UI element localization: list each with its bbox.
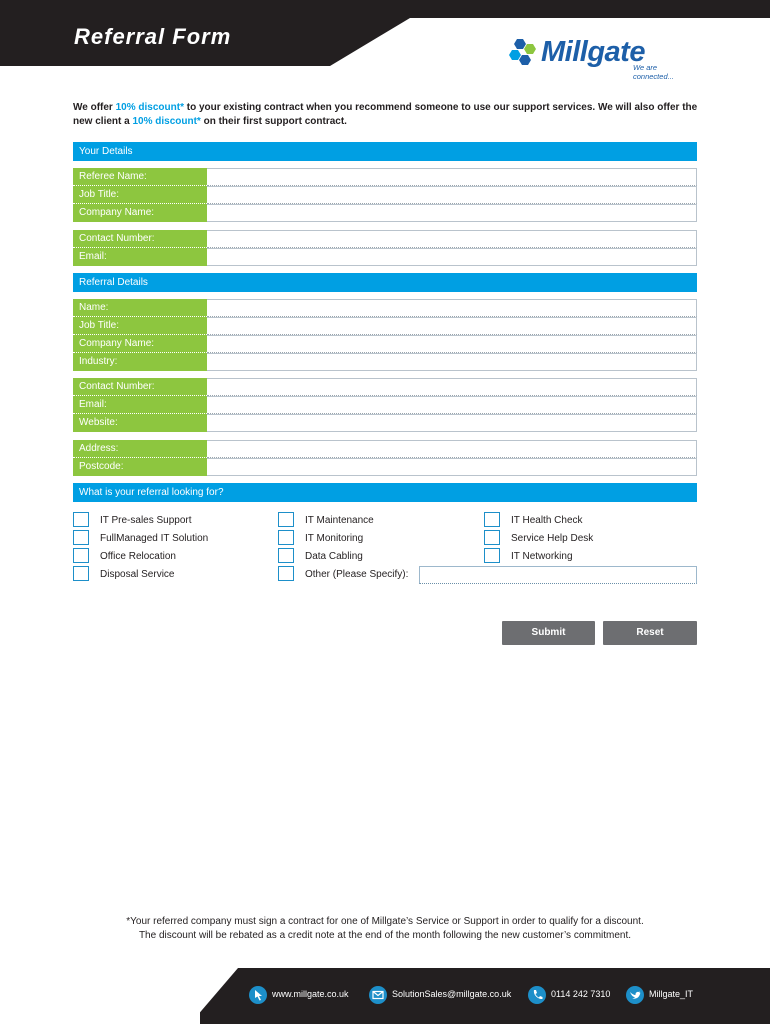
checkbox[interactable] — [278, 512, 294, 527]
millgate-logo — [509, 36, 699, 81]
footer-email-link[interactable]: SolutionSales@millgate.co.uk — [392, 989, 512, 999]
logo-hexagons-icon — [509, 38, 541, 66]
checkbox[interactable] — [73, 512, 89, 527]
form-row — [73, 396, 697, 414]
referee-email-field[interactable] — [207, 248, 697, 266]
checkbox[interactable] — [484, 548, 500, 563]
referral-job-title-label: Job Title: — [73, 317, 207, 335]
twitter-bird-icon — [626, 986, 644, 1004]
footer-website-link[interactable]: www.millgate.co.uk — [272, 989, 349, 999]
form-row — [73, 204, 697, 222]
logo-tagline: We are connected... — [633, 63, 674, 81]
option-label: Data Cabling — [305, 551, 363, 562]
option-label: IT Networking — [511, 551, 573, 562]
referral-details-group-3 — [73, 440, 697, 476]
referral-postcode-field[interactable] — [207, 458, 697, 476]
referral-job-title-field[interactable] — [207, 317, 697, 335]
form-row — [73, 440, 697, 458]
section-looking-for: What is your referral looking for? — [73, 483, 697, 502]
referral-details-group-1 — [73, 299, 697, 371]
your-details-group-1 — [73, 168, 697, 222]
form-row — [73, 248, 697, 266]
option-label: Other (Please Specify): — [305, 569, 409, 580]
referral-address-field[interactable] — [207, 440, 697, 458]
form-row — [73, 378, 697, 396]
form-row — [73, 353, 697, 371]
form-row — [73, 317, 697, 335]
intro-discount-1: 10% discount* — [115, 102, 184, 113]
referral-company-name-label: Company Name: — [73, 335, 207, 353]
submit-button[interactable]: Submit — [502, 621, 595, 645]
referee-name-label: Referee Name: — [73, 168, 207, 186]
option-label: Office Relocation — [100, 551, 176, 562]
form-row — [73, 299, 697, 317]
footer-twitter-link[interactable]: Millgate_IT — [649, 989, 694, 999]
checkbox[interactable] — [73, 548, 89, 563]
option-label: IT Health Check — [511, 515, 583, 526]
footer-phone: 0114 242 7310 — [551, 989, 611, 999]
referee-job-title-field[interactable] — [207, 186, 697, 204]
option-label: IT Maintenance — [305, 515, 374, 526]
section-your-details: Your Details — [73, 142, 697, 161]
phone-icon — [528, 986, 546, 1004]
form-row — [73, 458, 697, 476]
cursor-icon — [249, 986, 267, 1004]
referee-company-name-label: Company Name: — [73, 204, 207, 222]
option-label: FullManaged IT Solution — [100, 533, 209, 544]
footnote-line-2: The discount will be rebated as a credit note at the end of the month following the new customer’s commitment. — [138, 930, 632, 941]
checkbox[interactable] — [484, 512, 500, 527]
logo-wordmark: Millgate — [541, 36, 645, 68]
checkbox[interactable] — [73, 566, 89, 581]
option-label: Service Help Desk — [511, 533, 594, 544]
checkbox[interactable] — [484, 530, 500, 545]
referral-name-field[interactable] — [207, 299, 697, 317]
form-row — [73, 335, 697, 353]
referee-name-field[interactable] — [207, 168, 697, 186]
option-label: IT Pre-sales Support — [100, 515, 192, 526]
form-row — [73, 168, 697, 186]
your-details-group-2 — [73, 230, 697, 266]
referral-website-label: Website: — [73, 414, 207, 432]
referral-contact-number-field[interactable] — [207, 378, 697, 396]
referee-company-name-field[interactable] — [207, 204, 697, 222]
reset-button[interactable]: Reset — [603, 621, 697, 645]
referral-name-label: Name: — [73, 299, 207, 317]
checkbox[interactable] — [73, 530, 89, 545]
checkbox[interactable] — [278, 548, 294, 563]
footnote-line-1: *Your referred company must sign a contract for one of Millgate’s Service or Support in order to qualify for a discount. — [126, 916, 644, 927]
envelope-icon — [369, 986, 387, 1004]
intro-part-2: to your existing contract when you recommend someone to use our support services. We will also offer the new client a — [73, 102, 698, 127]
referral-company-name-field[interactable] — [207, 335, 697, 353]
referee-job-title-label: Job Title: — [73, 186, 207, 204]
form-row — [73, 230, 697, 248]
referral-email-label: Email: — [73, 396, 207, 414]
checkbox[interactable] — [278, 530, 294, 545]
referral-contact-number-label: Contact Number: — [73, 378, 207, 396]
form-row — [73, 186, 697, 204]
referral-website-field[interactable] — [207, 414, 697, 432]
option-label: Disposal Service — [100, 569, 175, 580]
service-checkboxes — [73, 512, 697, 586]
referral-industry-field[interactable] — [207, 353, 697, 371]
intro-part-1: We offer — [73, 102, 116, 113]
referral-industry-label: Industry: — [73, 353, 207, 371]
referral-postcode-label: Postcode: — [73, 458, 207, 476]
intro-text — [73, 101, 703, 129]
checkbox[interactable] — [278, 566, 294, 581]
other-specify-field[interactable] — [419, 566, 697, 584]
form-row — [73, 414, 697, 432]
intro-part-3: on their first support contract. — [200, 116, 347, 127]
referral-email-field[interactable] — [207, 396, 697, 414]
page-title: Referral Form — [74, 24, 232, 49]
referral-address-label: Address: — [73, 440, 207, 458]
section-referral-details: Referral Details — [73, 273, 697, 292]
intro-discount-2: 10% discount* — [132, 116, 201, 127]
referee-contact-number-field[interactable] — [207, 230, 697, 248]
footnote — [60, 915, 710, 943]
referee-email-label: Email: — [73, 248, 207, 266]
referee-contact-number-label: Contact Number: — [73, 230, 207, 248]
option-label: IT Monitoring — [305, 533, 364, 544]
referral-details-group-2 — [73, 378, 697, 432]
